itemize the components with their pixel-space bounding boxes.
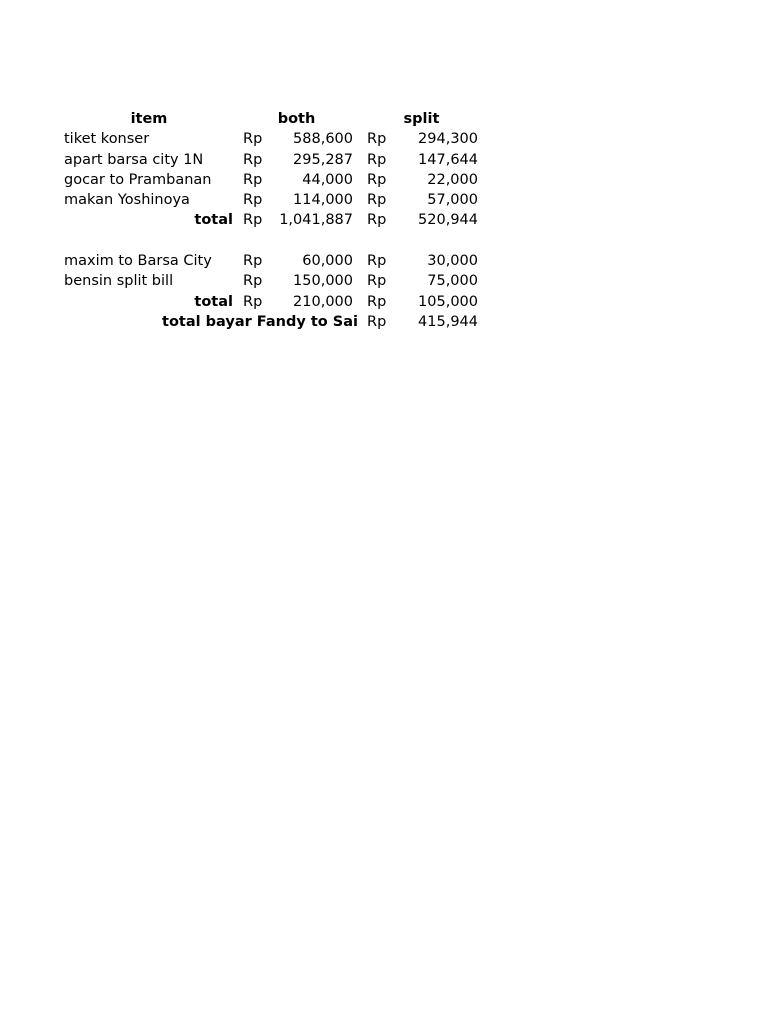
both-cell: 150,000 xyxy=(293,273,353,290)
both-cell: 60,000 xyxy=(302,253,353,270)
split-cell: 22,000 xyxy=(427,171,478,188)
table-row xyxy=(64,251,484,271)
item-cell: gocar to Prambanan xyxy=(64,171,212,188)
both-cell: 114,000 xyxy=(293,192,353,209)
currency-cell: Rp xyxy=(367,171,387,188)
total-split: 105,000 xyxy=(418,293,478,310)
grand-total-label: total bayar Fandy to Sai xyxy=(162,313,358,330)
table-row xyxy=(64,170,484,190)
currency-cell: Rp xyxy=(367,212,387,229)
table-row xyxy=(64,129,484,149)
item-cell: tiket konser xyxy=(64,131,150,148)
split-cell: 147,644 xyxy=(418,151,478,168)
both-cell: 588,600 xyxy=(293,131,353,148)
currency-cell: Rp xyxy=(367,313,387,330)
split-cell: 75,000 xyxy=(427,273,478,290)
item-cell: makan Yoshinoya xyxy=(64,192,190,209)
currency-cell: Rp xyxy=(243,212,263,229)
currency-cell: Rp xyxy=(243,293,263,310)
currency-cell: Rp xyxy=(367,131,387,148)
spreadsheet xyxy=(64,109,484,332)
total-split: 520,944 xyxy=(418,212,478,229)
total-label: total xyxy=(194,293,233,310)
currency-cell: Rp xyxy=(367,273,387,290)
currency-cell: Rp xyxy=(243,273,263,290)
item-cell: maxim to Barsa City xyxy=(64,253,212,270)
split-cell: 294,300 xyxy=(418,131,478,148)
total-row xyxy=(64,210,484,230)
item-cell: bensin split bill xyxy=(64,273,174,290)
item-cell: apart barsa city 1N xyxy=(64,151,204,168)
currency-cell: Rp xyxy=(367,293,387,310)
table-row xyxy=(64,190,484,210)
currency-cell: Rp xyxy=(243,192,263,209)
currency-cell: Rp xyxy=(367,151,387,168)
currency-cell: Rp xyxy=(243,253,263,270)
grand-total-row xyxy=(64,312,484,332)
header-row xyxy=(64,109,484,129)
total-both: 1,041,887 xyxy=(279,212,353,229)
total-row xyxy=(64,292,484,312)
both-cell: 44,000 xyxy=(302,171,353,188)
currency-cell: Rp xyxy=(243,171,263,188)
table-row xyxy=(64,150,484,170)
currency-cell: Rp xyxy=(243,151,263,168)
currency-cell: Rp xyxy=(367,253,387,270)
split-cell: 57,000 xyxy=(427,192,478,209)
both-cell: 295,287 xyxy=(293,151,353,168)
split-cell: 30,000 xyxy=(427,253,478,270)
total-both: 210,000 xyxy=(293,293,353,310)
header-item: item xyxy=(130,111,168,127)
grand-total-value: 415,944 xyxy=(418,313,478,330)
currency-cell: Rp xyxy=(367,192,387,209)
total-label: total xyxy=(194,212,233,229)
currency-cell: Rp xyxy=(243,131,263,148)
header-both: both xyxy=(277,111,316,127)
blank-row xyxy=(64,231,484,251)
table-row xyxy=(64,271,484,291)
header-split: split xyxy=(403,111,440,127)
